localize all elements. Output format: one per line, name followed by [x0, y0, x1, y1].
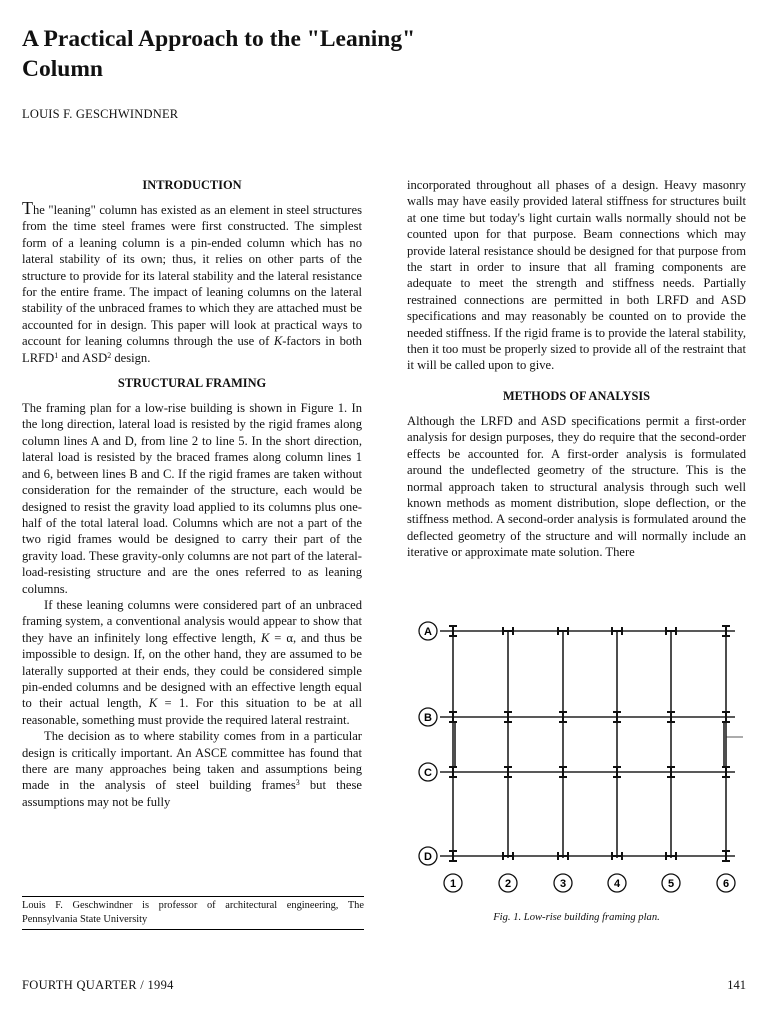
- author-footnote: Louis F. Geschwindner is professor of architectural engineering, The Pennsylvania State University: [22, 896, 364, 930]
- row-label-d: D: [424, 851, 432, 863]
- framing-paragraph-1: The framing plan for a low-rise building is shown in Figure 1. In the long direction, lateral load is resisted by the rigid frames along column lines A and D, from line 2 to line 5. In the short direction, lateral load is resisted by the braced frames along column lines 1 and 6, between lines B and C. If the rigid frames are taken without consideration for the remainder of the structure, each would be designed to resist the gravity load applied to its columns plus one-half of the total lateral load. Columns which are not a part of the two rigid frames would be designed to carry their part of the gravity load. These gravity-only columns are not part of the lateral-load-resisting structure and are the ones referred to as leaning columns.: [22, 401, 362, 596]
- col-label-5: 5: [667, 878, 675, 890]
- right-column: [407, 177, 746, 570]
- row-label-a: A: [424, 626, 432, 638]
- col-label-6: 6: [722, 878, 730, 890]
- paper-title: A Practical Approach to the "Leaning" Column: [22, 26, 416, 82]
- grid-lines: [440, 631, 743, 858]
- figure-caption: Fig. 1. Low-rise building framing plan.: [493, 912, 660, 923]
- reference-3: 3: [295, 778, 300, 788]
- col-label-2: 2: [504, 878, 512, 890]
- methods-paragraph: Although the LRFD and ASD specifications permit a first-order analysis for design purposes, they do require that the second-order effects be accounted for. A first-order analysis is formulated around the undeflected geometry of the structure. This is the normal approach taken to structural analysis through such well known methods as moment distribution, slope deflection, or the stiffness method. A second-order analysis is formulated around the deflected geometry of the structure and will normally include an iterative or approximate mate solution. There: [407, 413, 746, 560]
- row-bubbles: [419, 622, 437, 865]
- journal-issue: FOURTH QUARTER / 1994: [22, 978, 174, 992]
- page-number: 141: [727, 978, 746, 992]
- framing-paragraph-2: If these leaning columns were considered part of an unbraced framing system, a conventional analysis would appear to show that they have an infinitely long effective length, K = α, and thus be impossible to design. If, on the other hand, they are assumed to be laterally supported at their ends, they could be considered simple pin-ended columns and be designed with an effective length equal to their actual length, K = 1. For this situation to be at all reasonable, something must provide the required lateral restraint.: [22, 597, 362, 727]
- col-label-4: 4: [613, 878, 621, 890]
- author-name: LOUIS F. GESCHWINDNER: [22, 107, 179, 121]
- left-column: [22, 177, 362, 810]
- structural-framing-heading: STRUCTURAL FRAMING: [117, 376, 267, 391]
- introduction-paragraph: The "leaning" column has existed as an element in steel structures from the time steel frames were first constructed. The simplest form of a leaning column is a pin-ended column which has no lateral stability of its own; thus, it relies on other parts of the structure to provide for its lateral stability and the lateral resistance for the entire frame. The impact of leaning columns on the lateral stability of the unbraced frames to which they are attached must be accounted for in design. This paper will look at practical ways to account for leaning columns through the use of K-factors in both LRFD$^1$ and ASD$^2$ design.: [22, 198, 362, 365]
- framing-paragraph-3: The decision as to where stability comes from in a particular design is critically important. An ASCE committee has found that there are many approaches being taken and assumptions being made in the analysis of steel building frames$^3$ but these assumptions may not be fully: [22, 729, 362, 809]
- col-label-3: 3: [559, 878, 567, 890]
- row-label-b: B: [424, 712, 432, 724]
- introduction-heading: INTRODUCTION: [142, 178, 242, 192]
- column-bubbles: [444, 874, 735, 892]
- col-label-1: 1: [449, 878, 457, 890]
- methods-heading: METHODS OF ANALYSIS: [502, 388, 651, 403]
- reference-1: 1: [54, 350, 59, 360]
- row-label-c: C: [424, 767, 432, 779]
- framing-paragraph-continued: incorporated throughout all phases of a design. Heavy masonry walls may have easily provided lateral stiffness for structures built at one time but today's light curtain walls normally should not be counted upon for that purpose. Beam connections which may provide lateral resistance should be designed for that purpose from the start in order to insure that all framing components are adequate to meet the strength and stiffness needs. Partially restrained connections are permitted in both LRFD and ASD specifications and may reasonably be counted on to provide the needed stiffness. If the rigid frame is to provide the lateral stability, then it too must be properly sized to provide all of the restraint that it will be called upon to give.: [407, 178, 746, 373]
- reference-2: 2: [107, 350, 112, 360]
- framing-plan-figure: [405, 615, 750, 905]
- drop-cap: T: [22, 198, 33, 218]
- column-markers: [449, 625, 730, 862]
